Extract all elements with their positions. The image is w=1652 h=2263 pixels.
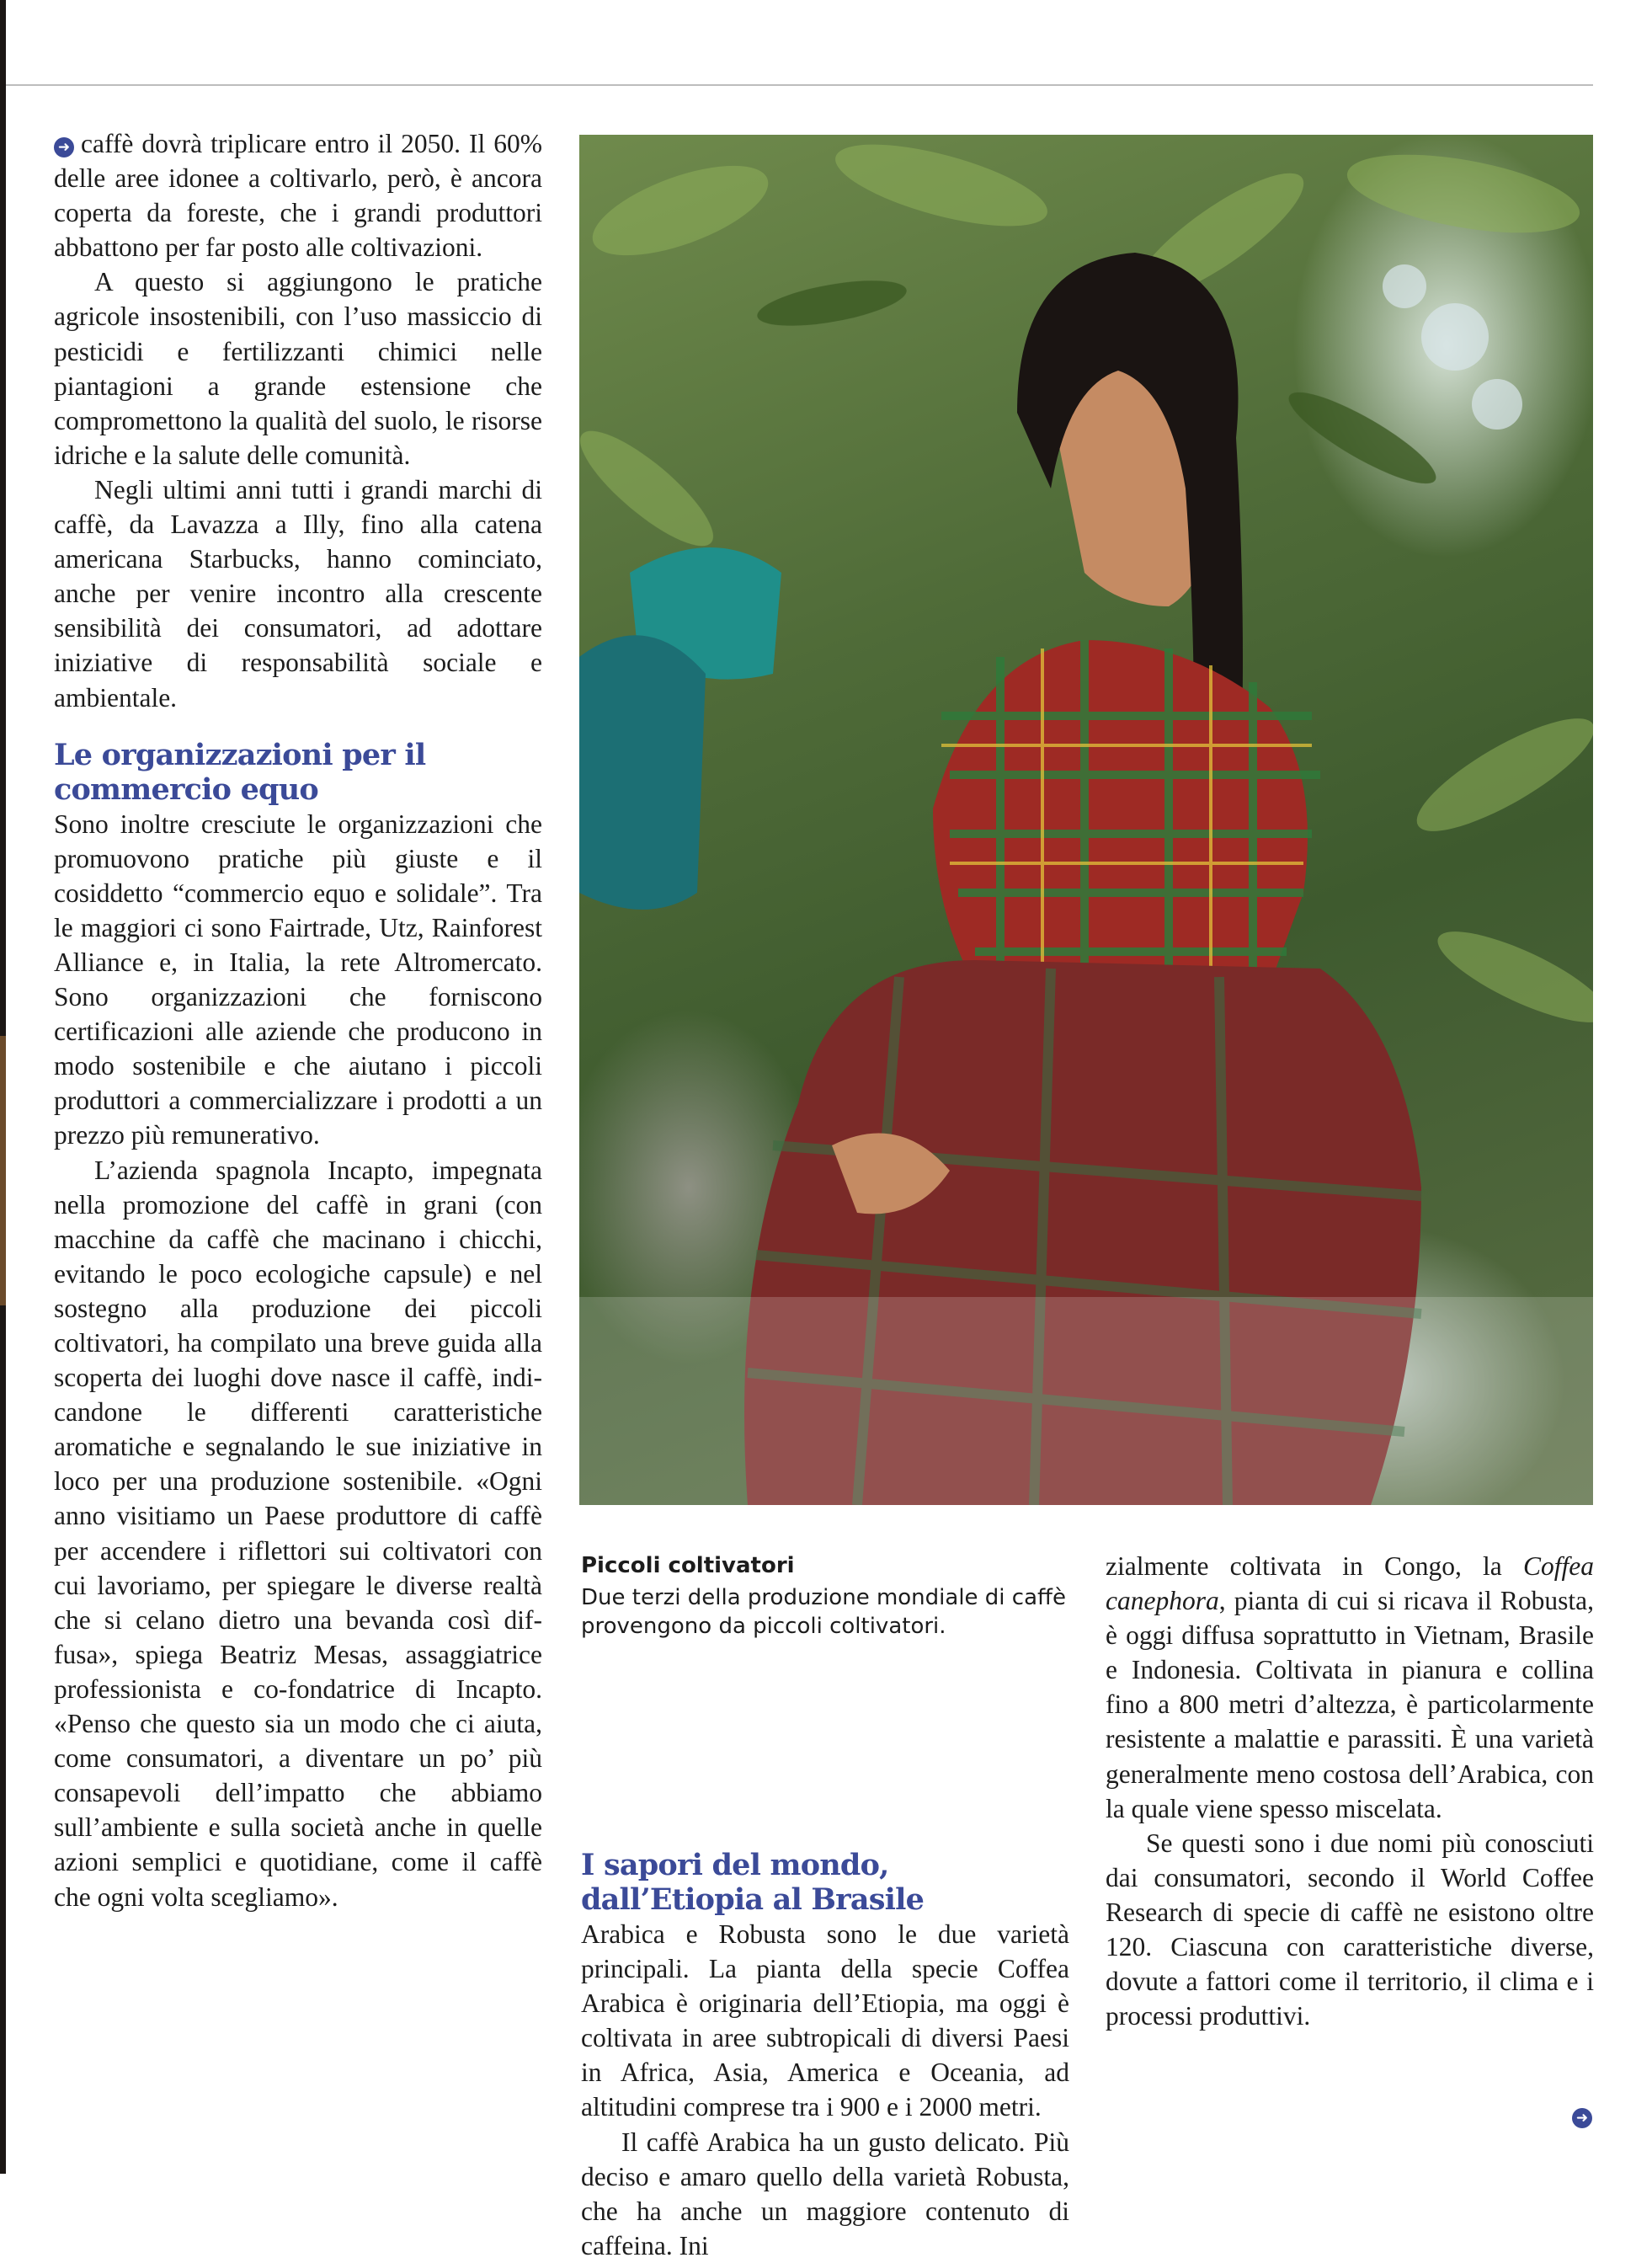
column-left bbox=[54, 126, 542, 1914]
species-name-italic: Coffea canephora bbox=[1106, 1551, 1594, 1616]
subheading-sapori-del-mondo: I sapori del mondo, dall’Etiopia al Brasile bbox=[581, 1848, 925, 1917]
column-right bbox=[1106, 1549, 1594, 2033]
subheading-commercio-equo: Le organizzazioni per il commercio equo bbox=[54, 737, 426, 807]
paragraph-gusto: Il caffè Arabica ha un gusto delicato. Più deciso e amaro quello della varietà Robusta, che ha anche un maggiore contenuto di caffeina. Ini bbox=[581, 2127, 1069, 2260]
photo-caption-title: Piccoli coltivatori bbox=[581, 1553, 795, 1578]
page-edge-warm-band bbox=[0, 1036, 6, 1305]
column-middle bbox=[581, 1848, 1069, 2263]
continue-arrow-icon: ➜ bbox=[1572, 2108, 1592, 2128]
paragraph-4: Sono inoltre cresciute le organizzazioni che promuovono pratiche più giuste e il cosiddetto “commercio equo e solidale”. Tra le maggiori ci sono Fairtrade, Utz, Rainforest Alliance e, in Italia, la rete Altromercato. Sono organizzazioni che forniscono certificazioni alle aziende che producono in modo sostenibile e che aiutano i piccoli produttori a commercializzare i prodotti a un prezzo più remunerativo. bbox=[54, 809, 542, 1150]
paragraph-specie: Se questi sono i due nomi più conosciuti dai consumatori, secondo il World Coffee Research di specie di caffè ne esistono oltre 120. Ciascuna con caratteristiche diverse, dovute a fattori come il territorio, il clima e i processi produttivi. bbox=[1106, 1828, 1594, 2031]
paragraph-1 bbox=[54, 126, 542, 264]
photo-caption-text: Due terzi della produzione mondiale di caffè provengono da piccoli coltivatori. bbox=[581, 1585, 1066, 1639]
page-edge-strip bbox=[0, 0, 6, 2174]
paragraph-3: Negli ultimi anni tutti i grandi marchi di caffè, da Lavazza a Illy, fino alla catena americana Starbucks, hanno cominciato, anche per venire incontro alla crescente sensibilità dei consumatori, ad adottare iniziative di responsabilità sociale e ambientale. bbox=[54, 474, 542, 713]
paragraph-5: L’azienda spagnola Incapto, impegnata nella promozione del caffè in grani (con macchine da caffè che macinano i chicchi, evitando le poco ecologiche capsule) e nel sostegno alla produzione dei piccoli coltivatori, ha compilato una breve guida alla scoperta dei luoghi dove nasce il caffè, indicandone le differenti caratteristiche aromatiche e segnalando le sue iniziative in loco per una produzione sostenibile. «Ogni anno visitiamo un Paese produttore di caffè per accendere i riflettori sui coltivatori con cui lavoriamo, per spiegare le diverse realtà che si celano dietro una bevanda così diffusa», spiega Beatriz Mesas, assaggiatrice professionista e co-fondatrice di Incapto. «Penso che questo sia un modo che ci aiuta, come consumatori, a diventare un po’ più consapevoli dell’impatto che abbiamo sull’ambiente e sulla società anche in quelle azioni semplici e quotidiane, come il caffè che ogni volta scegliamo». bbox=[54, 1155, 542, 1912]
paragraph-robusta bbox=[1106, 1549, 1594, 1826]
photo-coffee-farmers bbox=[579, 135, 1593, 1505]
paragraph-2: A questo si aggiungono le pratiche agricole insostenibili, con l’uso massiccio di pesticidi e fertilizzanti chimici nelle piantagioni a grande estensione che compromettono la qualità del suolo, le risorse idriche e la salute delle comunità. bbox=[54, 267, 542, 470]
paragraph-robusta-start: zialmente coltivata in Congo, la bbox=[1106, 1551, 1523, 1581]
paragraph-1-text: caffè dovrà triplicare entro il 2050. Il 60% delle aree idonee a coltivarlo, però, è ancora coperta da foreste, che i grandi produttori abbattono per far posto alle coltivazioni. bbox=[54, 129, 542, 263]
top-rule bbox=[6, 84, 1593, 86]
paragraph-arabica-robusta: Arabica e Robusta sono le due varietà principali. La pianta della specie Coffea Arabica è originaria dell’Etiopia, ma oggi è coltivata in aree subtropicali di diversi Paesi in Africa, Asia, America e Oceania, ad altitudini comprese tra i 900 e i 2000 metri. bbox=[581, 1919, 1069, 2122]
photo-illustration bbox=[579, 135, 1593, 1505]
paragraph-robusta-end: , pianta di cui si ricava il Robusta, è oggi diffusa soprattutto in Vietnam, Brasile e Indonesia. Coltivata in pianura e collina fino a 800 metri d’altezza, è particolarmente resistente a malattie e parassiti. È una varietà generalmente meno costosa dell’Arabica, con la quale viene spesso miscelata. bbox=[1106, 1586, 1594, 1823]
arrow-right-circle-icon: ➜ bbox=[54, 137, 74, 157]
